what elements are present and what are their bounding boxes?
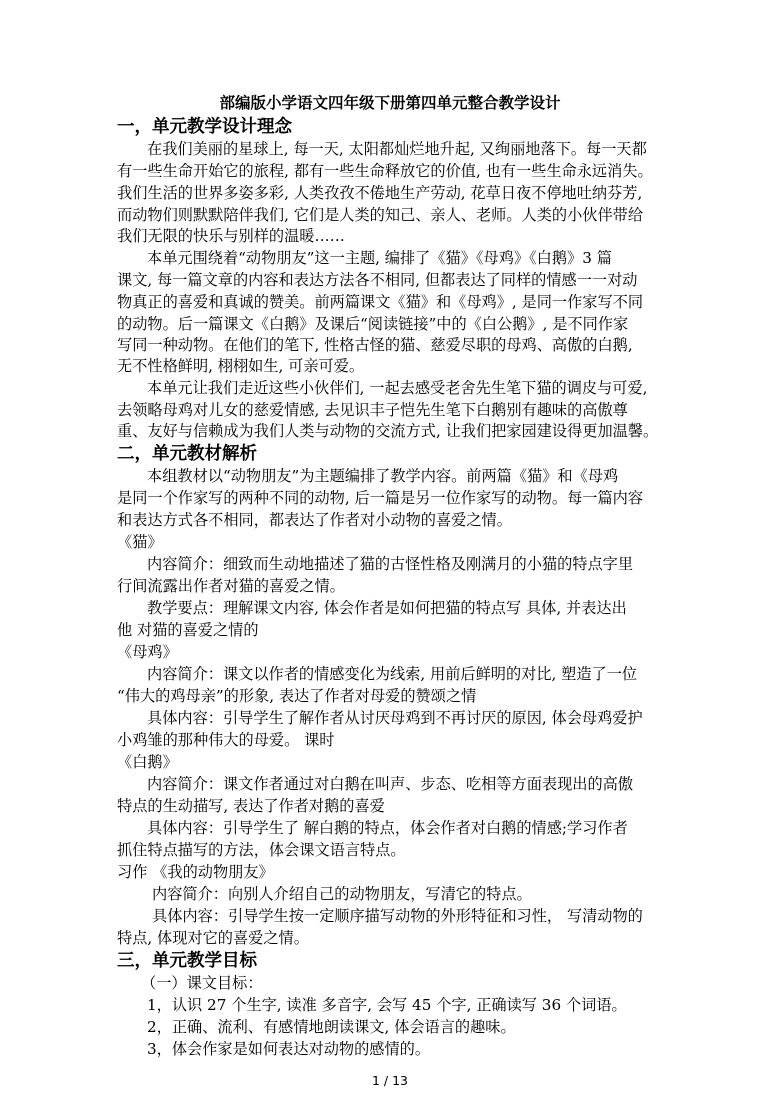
paragraph-line: 我们无限的快乐与别样的温暖…… [117, 227, 345, 245]
list-item: 2，正确、流利、有感情地朗读课文, 体会语言的趣味。 [147, 1018, 516, 1036]
paragraph-line: 特点的生动描写, 表达了作者对鹅的喜爱 [117, 797, 385, 815]
paragraph-line: 本组教材以“动物朋友”为主题编排了教学内容。前两篇《猫》和《母鸡 [147, 467, 619, 485]
paragraph-line: 具体内容：引导学生了解作者从讨厌母鸡到不再讨厌的原因, 体会母鸡爱护 [147, 709, 643, 727]
section-heading-1: 一，单元教学设计理念 [117, 117, 292, 137]
paragraph-line: 而动物们则默默陪伴我们, 它们是人类的知己、亲人、老师。人类的小伙伴带给 [117, 206, 644, 224]
paragraph-line: 重、友好与信赖成为我们人类与动物的交流方式, 让我们把家园建设得更加温馨。 [117, 422, 659, 440]
subsection-label-hen: 《母鸡》 [117, 643, 178, 661]
paragraph-line: 内容简介：向别人介绍自己的动物朋友，写清它的特点。 [152, 885, 532, 903]
paragraph-line: 物真正的喜爱和真诚的赞美。前两篇课文《猫》和《母鸡》, 是同一作家写不同 [117, 293, 644, 311]
paragraph-line: 抓住特点描写的方法，体会课文语言特点。 [117, 841, 406, 859]
paragraph-line: 是同一个作家写的两种不同的动物, 后一篇是另一位作家写的动物。每一篇内容 [117, 489, 644, 507]
subsection-label-writing: 习作 《我的动物朋友》 [117, 863, 274, 881]
paragraph-line: 本单元让我们走近这些小伙伴们, 一起去感受老舍先生笔下猫的调皮与可爱, [147, 379, 648, 397]
list-item: 1，认识 27 个生字, 读准 多音字, 会写 45 个字, 正确读写 36 个词语。 [147, 996, 627, 1014]
paragraph-line: 具体内容：引导学生按一定顺序描写动物的外形特征和习性， 写清动物的 [152, 907, 643, 925]
paragraph-line: 本单元围绕着“动物朋友”这一主题, 编排了《猫》《母鸡》《白鹅》3 篇 [147, 249, 612, 267]
list-item: 3，体会作家是如何表达对动物的感情的。 [147, 1040, 431, 1058]
section-heading-3: 三，单元教学目标 [117, 951, 257, 971]
section-heading-2: 二，单元教材解析 [117, 444, 257, 464]
paragraph-line: 内容简介：课文作者通过对白鹅在叫声、步态、吃相等方面表现出的高傲 [147, 775, 633, 793]
paragraph-line: 小鸡雏的那种伟大的母爱。 课时 [117, 731, 335, 749]
subsection-label-goose: 《白鹅》 [117, 753, 178, 771]
paragraph-line: 的动物。后一篇课文《白鹅》及课后“阅读链接”中的《白公鹅》, 是不同作家 [117, 315, 629, 333]
paragraph-line: 行间流露出作者对猫的喜爱之情。 [117, 577, 345, 595]
document-title: 部编版小学语文四年级下册第四单元整合教学设计 [219, 93, 561, 112]
paragraph-line: 无不性格鲜明, 栩栩如生, 可亲可爱。 [117, 357, 365, 375]
paragraph-line: 特点, 体现对它的喜爱之情。 [117, 929, 309, 947]
paragraph-line: 他 对猫的喜爱之情的 [117, 621, 259, 639]
paragraph-line: 有一些生命开始它的旅程, 都有一些生命释放它的价值, 也有一些生命永远消失。 [117, 162, 653, 180]
paragraph-line: 教学要点：理解课文内容, 体会作者是如何把猫的特点写 具体, 并表达出 [147, 599, 627, 617]
subsection-label-objectives: （一）课文目标： [141, 974, 263, 992]
paragraph-line: 写同一种动物。在他们的笔下, 性格古怪的猫、慈爱尽职的母鸡、高傲的白鹅, [117, 336, 633, 354]
paragraph-line: 去领略母鸡对儿女的慈爱情感, 去见识丰子恺先生笔下白鹅别有趣味的高傲尊 [117, 401, 628, 419]
paragraph-line: 课文, 每一篇文章的内容和表达方法各不相同, 但都表达了同样的情感一一对动 [117, 271, 638, 289]
page-number: 1 / 13 [371, 1073, 409, 1088]
paragraph-line: 和表达方式各不相同，都表达了作者对小动物的喜爱之情。 [117, 511, 512, 529]
paragraph-line: 具体内容：引导学生了 解白鹅的特点，体会作者对白鹅的情感;学习作者 [147, 819, 628, 837]
paragraph-line: 我们生活的世界多姿多彩, 人类孜孜不倦地生产劳动, 花草日夜不停地吐纳芬芳, [117, 184, 643, 202]
paragraph-line: 内容简介：课文以作者的情感变化为线索, 用前后鲜明的对比, 塑造了一位 [147, 665, 638, 683]
paragraph-line: 内容简介：细致而生动地描述了猫的古怪性格及刚满月的小猫的特点字里 [147, 555, 633, 573]
paragraph-line: “伟大的鸡母亲”的形象, 表达了作者对母爱的赞颂之情 [117, 687, 477, 705]
paragraph-line: 在我们美丽的星球上, 每一天, 太阳都灿烂地升起, 又绚丽地落下。每一天都 [147, 140, 647, 158]
subsection-label-cat: 《猫》 [117, 533, 163, 551]
